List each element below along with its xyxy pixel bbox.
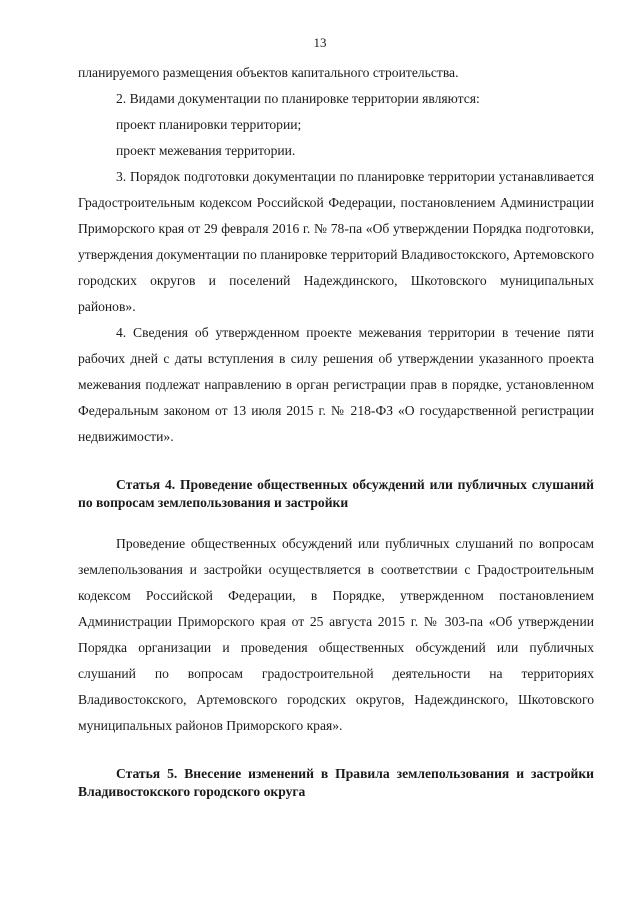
article-4-text: Проведение общественных обсуждений или публичных слушаний по вопросам землепользования и застройки осуществляется в соответствии с Градостроительным кодексом Российской Федерации, в Порядке, утвержденном постановлением Администрации Приморского края от 25 августа 2015 г. № 303-па «Об утверждении Порядка организации и проведения общественных обсуждений или публичных слушаний по вопросам градостроительной деятельности на территориях Владивостокского, Артемовского городских округов, Надеждинского, Шкотовского муниципальных районов Приморского края». bbox=[78, 536, 594, 733]
article-5-heading: Статья 5. Внесение изменений в Правила землепользования и застройки Владивостокского городского округа bbox=[78, 766, 594, 799]
paragraph-4: 4. Сведения об утвержденном проекте межевания территории в течение пяти рабочих дней с даты вступления в силу решения об утверждении указанного проекта межевания подлежат направлению в орган регистрации прав в порядке, установленном Федеральным законом от 13 июля 2015 г. № 218-ФЗ «О государственной регистрации недвижимости». bbox=[78, 325, 594, 444]
paragraph-2-item-2: проект межевания территории. bbox=[116, 143, 296, 158]
paragraph-intro-tail: планируемого размещения объектов капитального строительства. bbox=[78, 65, 459, 80]
paragraph-3: 3. Порядок подготовки документации по планировке территории устанавливается Градостроительным кодексом Российской Федерации, постановлением Администрации Приморского края от 29 февраля 2016 г. № 78-па «Об утверждении Порядка подготовки, утверждения документации по планировке территорий Владивостокского, Артемовского городских округов и поселений Надеждинского, Шкотовского муниципальных районов». bbox=[78, 169, 594, 314]
paragraph-2: 2. Видами документации по планировке территории являются: bbox=[116, 91, 480, 106]
page-number: 13 bbox=[313, 35, 327, 50]
paragraph-2-item-1: проект планировки территории; bbox=[116, 117, 302, 132]
article-4-heading: Статья 4. Проведение общественных обсуждений или публичных слушаний по вопросам землепользования и застройки bbox=[78, 477, 594, 510]
document-body bbox=[78, 60, 594, 801]
